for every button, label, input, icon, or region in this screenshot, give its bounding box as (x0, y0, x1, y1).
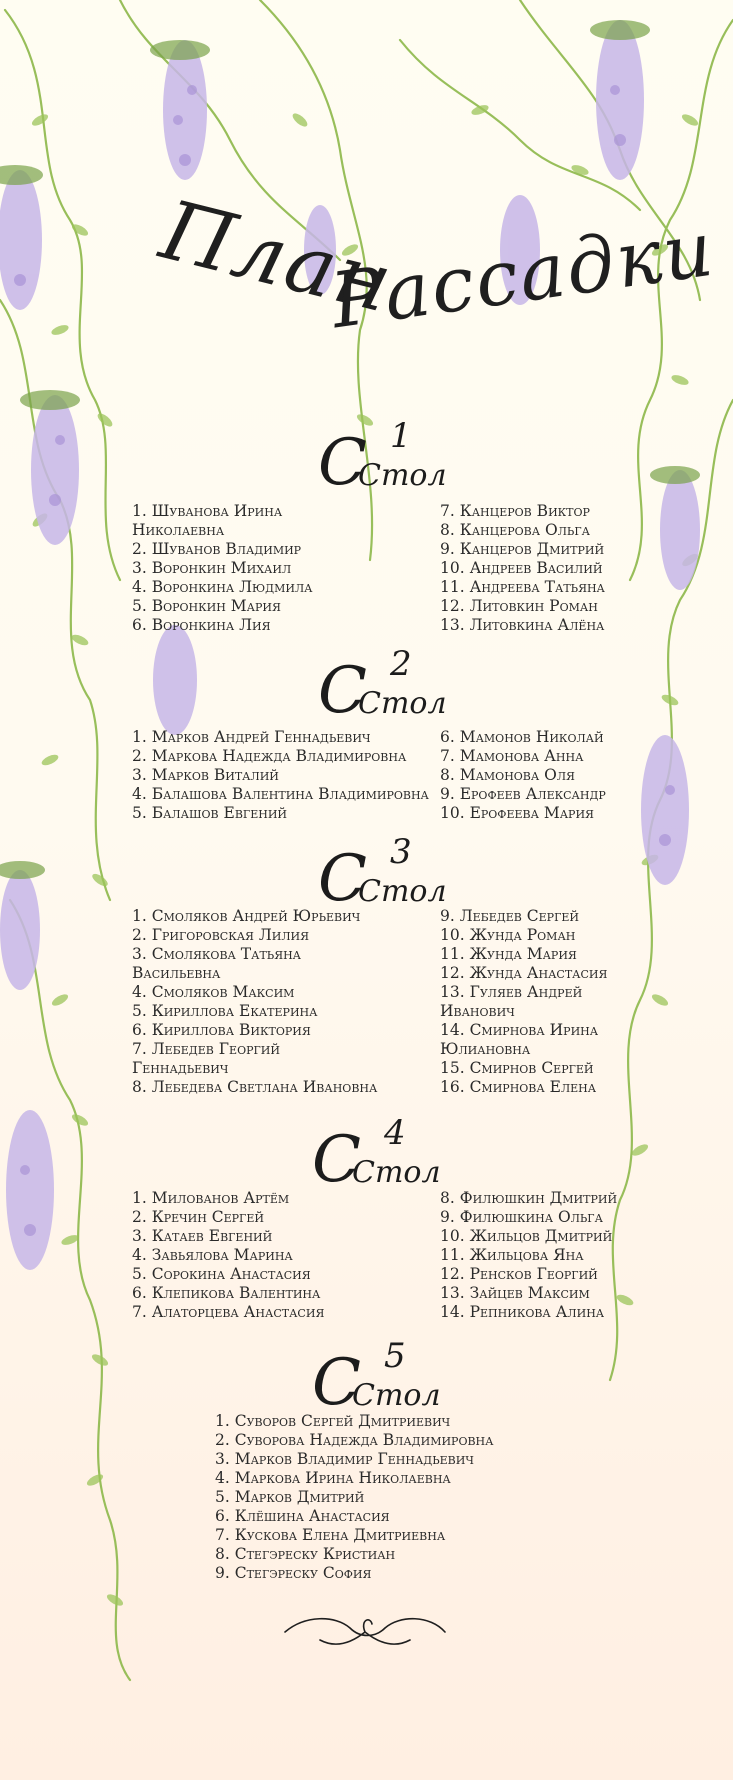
table-2-heading: С 2 Стол (318, 644, 447, 728)
list-item: 13. Литовкина Алёна (440, 616, 605, 634)
list-item: 7. Алаторцева Анастасия (132, 1303, 325, 1321)
list-item: 3. Марков Владимир Геннадьевич (215, 1450, 474, 1468)
list-item: 5. Марков Дмитрий (215, 1488, 365, 1506)
list-item: 12. Ренсков Георгий (440, 1265, 598, 1283)
list-item: 7. Канцеров Виктор (440, 502, 590, 520)
list-item: 5. Воронкин Мария (132, 597, 281, 615)
list-item: 2. Григоровская Лилия (132, 926, 310, 944)
list-item: 2. Маркова Надежда Владимировна (132, 747, 407, 765)
list-item: 6. Воронкина Лия (132, 616, 271, 634)
title-line-2: Рассадки (325, 203, 720, 346)
list-item: 8. Лебедева Светлана Ивановна (132, 1078, 378, 1096)
table-3-right-list (440, 907, 615, 1097)
list-item: 4. Смоляков Максим (132, 983, 295, 1001)
list-item: 10. Андреев Василий (440, 559, 603, 577)
list-item: 9. Лебедев Сергей (440, 907, 579, 925)
list-item: 6. Мамонов Николай (440, 728, 604, 746)
list-item: 12. Литовкин Роман (440, 597, 598, 615)
list-item: 1. Суворов Сергей Дмитриевич (215, 1412, 451, 1430)
list-item: 1. Марков Андрей Геннадьевич (132, 728, 371, 746)
list-item: 14. Смирнова Ирина Юлиановна (440, 1021, 599, 1058)
list-item: 6. Клепикова Валентина (132, 1284, 321, 1302)
list-item: 5. Балашов Евгений (132, 804, 288, 822)
list-item: 1. Милованов Артём (132, 1189, 290, 1207)
table-5-heading: С 5 Стол (312, 1336, 441, 1420)
page-title (0, 183, 733, 350)
list-item: 16. Смирнова Елена (440, 1078, 597, 1096)
list-item: 5. Кириллова Екатерина (132, 1002, 318, 1020)
table-1-left-list (132, 502, 322, 635)
list-item: 11. Жунда Мария (440, 945, 577, 963)
list-item: 3. Марков Виталий (132, 766, 279, 784)
list-item: 9. Канцеров Дмитрий (440, 540, 605, 558)
table-1-right-list (440, 502, 605, 635)
list-item: 3. Катаев Евгений (132, 1227, 273, 1245)
list-item: 12. Жунда Анастасия (440, 964, 608, 982)
list-item: 7. Лебедев Георгий Геннадьевич (132, 1040, 280, 1077)
flourish-ornament (280, 1610, 450, 1650)
list-item: 11. Андреева Татьяна (440, 578, 605, 596)
table-4-heading: С 4 Стол (312, 1113, 441, 1197)
title-line-1: План (151, 183, 403, 332)
list-item: 1. Смоляков Андрей Юрьевич (132, 907, 361, 925)
list-item: 1. Шуванова Ирина Николаевна (132, 502, 283, 539)
table-1-heading: С 1 Стол (318, 416, 447, 500)
list-item: 8. Мамонова Оля (440, 766, 575, 784)
table-2-right-list (440, 728, 606, 823)
list-item: 4. Маркова Ирина Николаевна (215, 1469, 451, 1487)
list-item: 8. Канцерова Ольга (440, 521, 590, 539)
table-4-right-list (440, 1189, 617, 1322)
list-item: 10. Жильцов Дмитрий (440, 1227, 613, 1245)
list-item: 5. Сорокина Анастасия (132, 1265, 311, 1283)
list-item: 3. Воронкин Михаил (132, 559, 292, 577)
list-item: 9. Стегэреску София (215, 1564, 372, 1582)
list-item: 7. Мамонова Анна (440, 747, 584, 765)
table-4-left-list (132, 1189, 324, 1322)
list-item: 4. Завьялова Марина (132, 1246, 293, 1264)
list-item: 6. Кириллова Виктория (132, 1021, 311, 1039)
list-item: 14. Репникова Алина (440, 1303, 605, 1321)
list-item: 10. Ерофеева Мария (440, 804, 594, 822)
list-item: 13. Гуляев Андрей Иванович (440, 983, 583, 1020)
list-item: 8. Стегэреску Кристиан (215, 1545, 396, 1563)
table-3-left-list (132, 907, 377, 1097)
list-item: 10. Жунда Роман (440, 926, 576, 944)
list-item: 11. Жильцова Яна (440, 1246, 584, 1264)
list-item: 7. Кускова Елена Дмитриевна (215, 1526, 446, 1544)
table-3-heading: С 3 Стол (318, 832, 447, 916)
list-item: 13. Зайцев Максим (440, 1284, 590, 1302)
list-item: 8. Филюшкин Дмитрий (440, 1189, 618, 1207)
list-item: 3. Смолякова Татьяна Васильевна (132, 945, 302, 982)
table-5-list (215, 1412, 493, 1583)
list-item: 9. Филюшкина Ольга (440, 1208, 603, 1226)
list-item: 2. Кречин Сергей (132, 1208, 264, 1226)
list-item: 4. Балашова Валентина Владимировна (132, 785, 429, 803)
list-item: 6. Клёшина Анастасия (215, 1507, 390, 1525)
list-item: 4. Воронкина Людмила (132, 578, 313, 596)
list-item: 15. Смирнов Сергей (440, 1059, 594, 1077)
table-2-left-list (132, 728, 429, 823)
list-item: 2. Суворова Надежда Владимировна (215, 1431, 494, 1449)
list-item: 2. Шуванов Владимир (132, 540, 302, 558)
list-item: 9. Ерофеев Александр (440, 785, 606, 803)
